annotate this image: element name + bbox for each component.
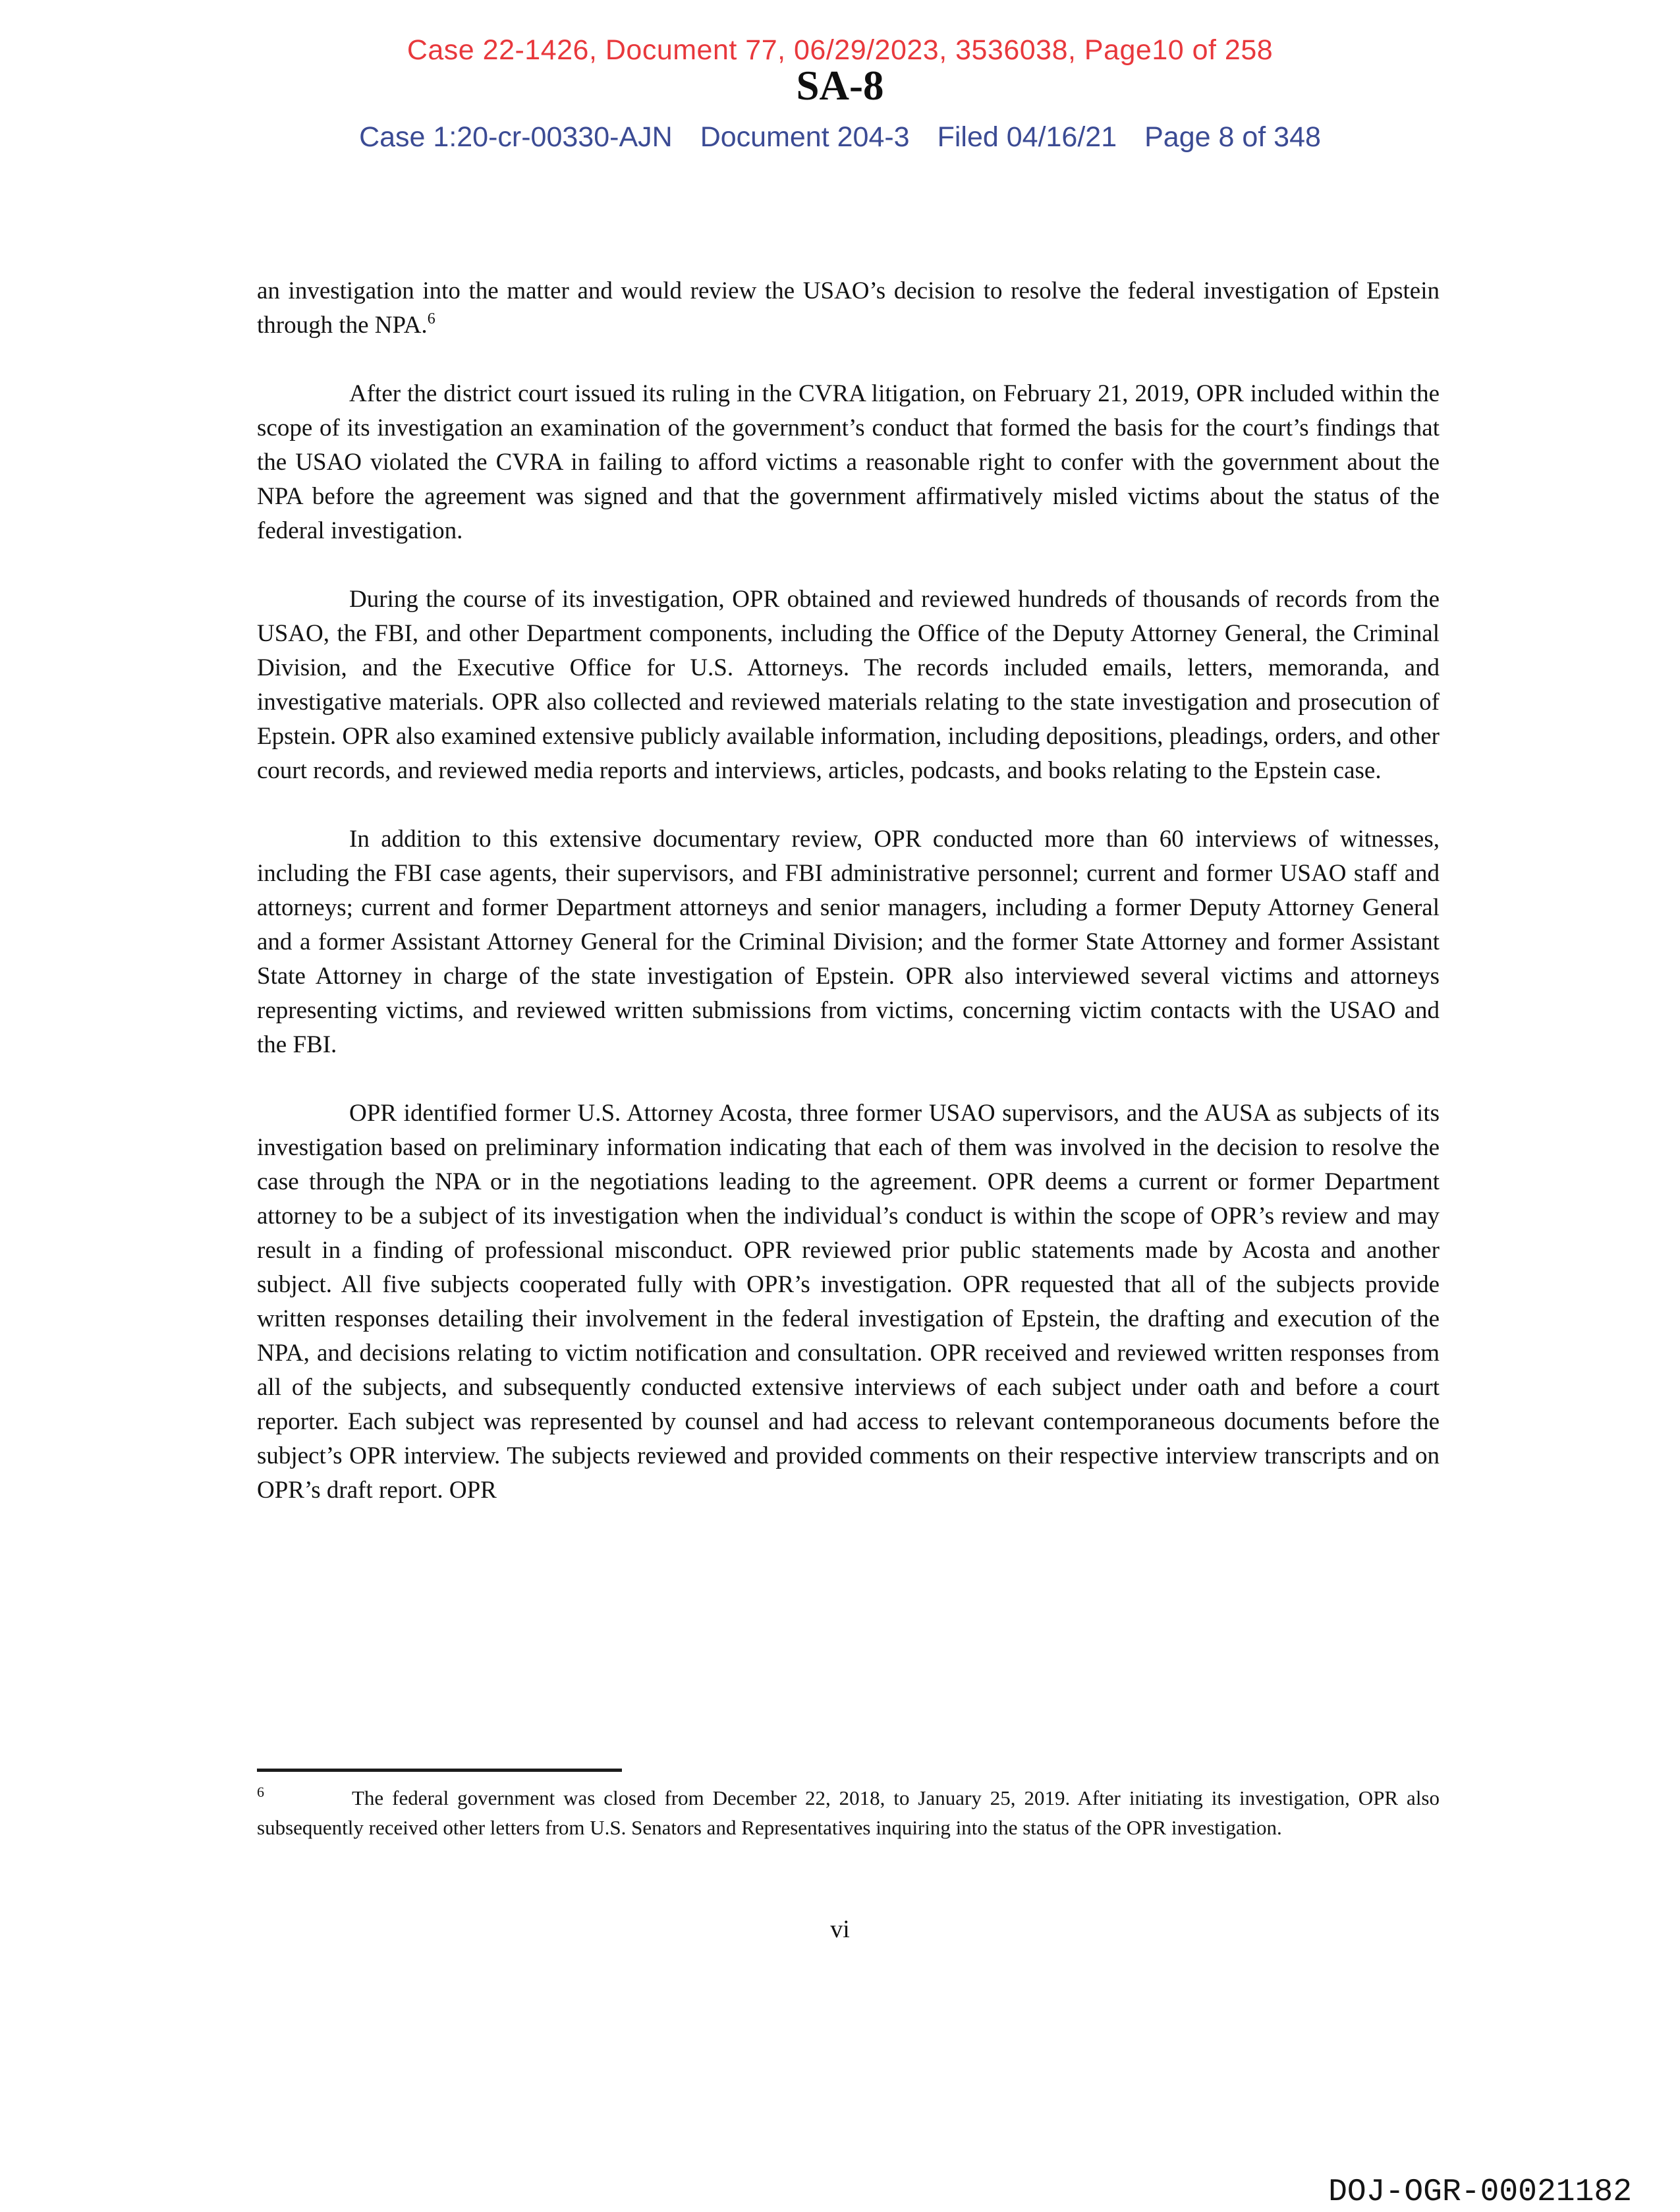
footnote-separator-rule <box>257 1769 622 1772</box>
district-stamp-filed: Filed 04/16/21 <box>937 121 1117 153</box>
paragraph: During the course of its investigation, OPR obtained and reviewed hundreds of thousands of records from the USAO, the FBI, and other Department components, including the Office of the Deputy Attorney General, the Criminal Division, and the Executive Office for U.S. Attorneys. The records included emails, letters, memoranda, and investigative materials. OPR also collected and reviewed materials relating to the state investigation and prosecution of Epstein. OPR also examined extensive publicly available information, including depositions, pleadings, orders, and other court records, and reviewed media reports and interviews, articles, podcasts, and books relating to the Epstein case. <box>257 586 1440 784</box>
document-body <box>257 274 1440 1542</box>
paragraph: After the district court issued its ruling in the CVRA litigation, on February 21, 2019, OPR included within the scope of its investigation an examination of the government’s conduct that formed the basis for the court’s findings that the USAO violated the CVRA in failing to afford victims a reasonable right to confer with the government about the NPA before the agreement was signed and that the government affirmatively misled victims about the status of the federal investigation. <box>257 380 1440 544</box>
district-stamp-page: Page 8 of 348 <box>1144 121 1321 153</box>
paragraph <box>257 274 1440 343</box>
footnote-text: The federal government was closed from December 22, 2018, to January 25, 2019. After initiating its investigation, OPR also subsequently received other letters from U.S. Senators and Representatives inquiring into the status of the OPR investigation. <box>257 1786 1440 1839</box>
bates-number: DOJ-OGR-00021182 <box>1328 2174 1632 2210</box>
paragraph: OPR identified former U.S. Attorney Acosta, three former USAO supervisors, and the AUSA as subjects of its investigation based on preliminary information indicating that each of them was involved in the decision to resolve the case through the NPA or in the negotiations leading to the agreement. OPR deems a current or former Department attorney to be a subject of its investigation when the individual’s conduct is within the scope of OPR’s review and may result in a finding of professional misconduct. OPR reviewed prior public statements made by Acosta and another subject. All five subjects cooperated fully with OPR’s investigation. OPR requested that all of the subjects provide written responses detailing their involvement in the federal investigation of Epstein, the drafting and execution of the NPA, and decisions relating to victim notification and consultation. OPR received and reviewed written responses from all of the subjects, and subsequently conducted extensive interviews of each subject under oath and before a court reporter. Each subject was represented by counsel and had access to relevant contemporaneous documents before the subject’s OPR interview. The subjects reviewed and provided comments on their respective interview transcripts and on OPR’s draft report. OPR <box>257 1100 1440 1504</box>
district-stamp-document: Document 204-3 <box>700 121 910 153</box>
footnote-reference: 6 <box>427 310 435 327</box>
district-stamp-case: Case 1:20-cr-00330-AJN <box>359 121 673 153</box>
footnote-marker: 6 <box>257 1784 264 1800</box>
paragraph: In addition to this extensive documentary review, OPR conducted more than 60 interviews of witnesses, including the FBI case agents, their supervisors, and FBI administrative personnel; current and former USAO staff and attorneys; current and former Department attorneys and senior managers, including a former Deputy Attorney General and a former Assistant Attorney General for the Criminal Division; and the former State Attorney and former Assistant State Attorney in charge of the state investigation of Epstein. OPR also interviewed several victims and attorneys representing victims, and reviewed written submissions from victims, concerning victim contacts with the USAO and the FBI. <box>257 826 1440 1058</box>
appellate-filing-stamp: Case 22-1426, Document 77, 06/29/2023, 3536038, Page10 of 258 <box>406 34 1274 66</box>
district-filing-stamp <box>0 121 1680 154</box>
footnote <box>257 1783 1440 1842</box>
paragraph-text: an investigation into the matter and would review the USAO’s decision to resolve the federal investigation of Epstein through the NPA. <box>257 277 1440 339</box>
page-number: vi <box>830 1915 850 1943</box>
appendix-page-label: SA-8 <box>796 63 884 109</box>
